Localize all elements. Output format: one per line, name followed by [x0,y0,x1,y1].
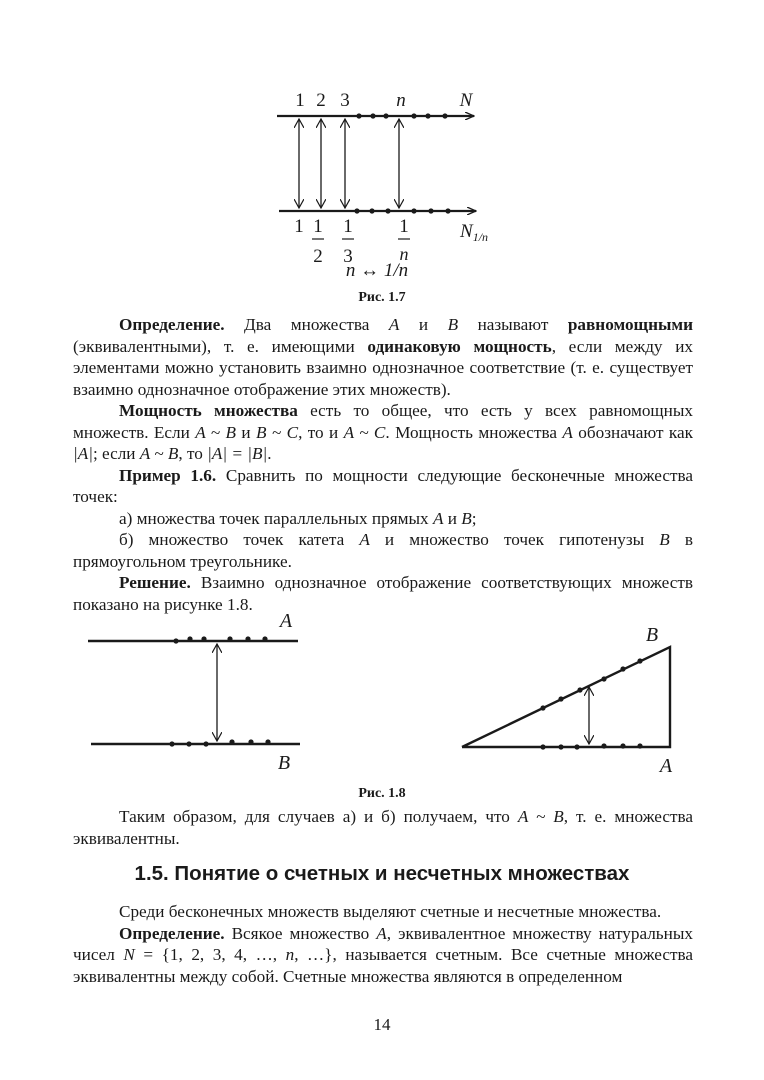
text: б) множество точек катета [119,530,360,549]
text: , то и [298,422,344,442]
label-a: A [279,610,293,632]
top-label-3: 3 [340,90,350,111]
text: Таким образом, для случаев а) и б) получаем, что [119,807,518,826]
text: . [267,444,272,463]
text: и [443,508,462,528]
text: , …}, называется счетным. Все счетные множества эквивалентны между собой. Счетные множества являются в определенном [73,945,693,986]
section-heading: 1.5. Понятие о счетных и несчетных множествах [134,862,630,885]
text: Сравнить по мощности следующие бесконечные множества точек: [73,465,693,506]
mapping-label: n ↔ 1/n [345,260,409,281]
text: ; [471,508,477,528]
formula: A ~ C [343,422,386,442]
top-label-1: 1 [295,90,305,111]
math-var: N [123,945,135,964]
math-var: A [432,508,444,528]
label-b: B [645,624,659,646]
bottom-den-2: 2 [313,246,323,267]
top-label-2: 2 [316,90,326,111]
text: и [399,315,448,334]
math-var: A [376,923,387,943]
text: и [236,422,256,442]
example-label: Пример 1.6. [119,465,217,485]
label-a: A [659,755,673,777]
math-var: B [447,315,459,334]
formula: A ~ B [517,807,564,826]
math-var: n [285,945,295,964]
definition-label: Определение. [119,923,225,943]
bottom-den-3: 3 [343,246,353,267]
body-text-3 [73,901,693,987]
text: , т. е. множества эквивалентны. [73,807,693,848]
top-label-n: n [396,90,406,111]
text: , если между их элементами можно установить взаимно однозначное соответствие (т. е. существует взаимно однозначное отображение этих множеств). [73,336,693,399]
text: , эквивалентное множеству натуральных чисел [73,923,693,964]
body-text-2 [73,806,693,849]
text: = {1, 2, 3, 4, …, [134,945,286,964]
bottom-label-1: 1 [294,216,304,237]
figure-1-8-caption: Рис. 1.8 [358,786,406,801]
text: и множество точек гипотенузы [369,530,660,549]
axis-label-1n-sub: 1/n [472,230,489,244]
figure-1-7-caption: Рис. 1.7 [358,290,406,305]
formula: A ~ B [139,444,179,463]
text: называют [458,315,568,334]
text: . Мощность множества [385,422,563,442]
formula: B ~ C [256,422,299,442]
text: Среди бесконечных множеств выделяют счетные и несчетные множества. [119,902,662,921]
math-var: B [659,530,670,549]
axis-label-1n-main: N [460,221,473,242]
definition-countable [73,923,693,988]
label-b: B [277,752,291,774]
bottom-num-3: 1 [343,216,353,237]
text: Взаимно однозначное отображение соответствующих множеств показано на рисунке 1.8. [73,573,693,614]
text: в прямоугольном треугольнике. [73,530,694,571]
math-var: A [388,315,400,334]
definition-label: Определение. [119,315,225,334]
formula: |A| [73,444,93,463]
bottom-num-n: 1 [399,216,409,237]
formula: A ~ B [195,422,236,442]
text: Всякое множество [224,923,377,943]
text: а) множества точек параллельных прямых [119,508,433,528]
term-same-cardinality: одинаковую мощность [367,336,552,356]
text: , то [178,444,208,463]
text: ; если [92,444,140,463]
formula: A [562,422,573,442]
term-cardinality: Мощность множества [119,401,298,420]
page-number: 14 [373,1015,391,1034]
intro-paragraph [73,901,693,923]
term-equipotent: равномощными [567,315,693,334]
bottom-den-n: n [399,244,409,264]
solution-label: Решение. [119,573,191,592]
parallel-lines-diagram [88,610,300,774]
text: есть то общее, что есть у всех равномощных множеств. Если [73,401,693,442]
bottom-num-2: 1 [313,216,323,237]
conclusion-paragraph [73,806,693,849]
triangle-diagram [462,624,673,777]
math-var: A [359,530,370,549]
axis-label-n: N [459,90,473,111]
math-var: B [461,508,472,528]
formula: |A| = |B| [207,444,268,463]
text: Два множества [224,315,389,334]
text: (эквивалентными), т. е. имеющими [73,336,368,356]
text: обозначают как [572,422,693,442]
